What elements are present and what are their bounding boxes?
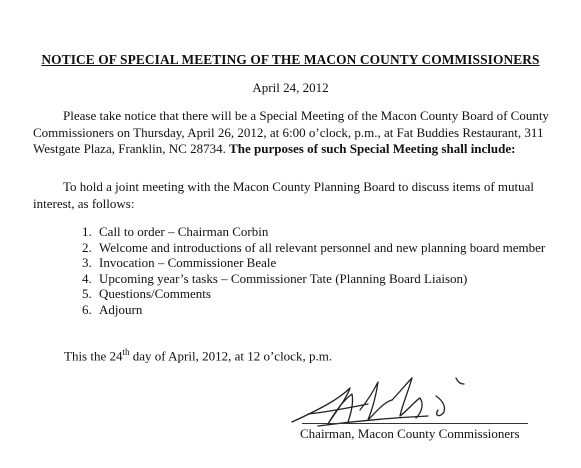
- agenda-item: [82, 271, 552, 287]
- closing-pre: This the 24: [64, 348, 123, 364]
- agenda-item-text: Invocation – Commissioner Beale: [99, 255, 277, 270]
- agenda-list: [82, 224, 552, 317]
- agenda-item-number: 6.: [82, 301, 92, 317]
- agenda-item-text: Adjourn: [99, 301, 143, 317]
- agenda-item: [82, 286, 552, 302]
- intro-text: Please take notice that there will be a Special Meeting of the Macon County Board of County Commissioners on Thursday, April 26, 2012, at 6:00 o’clock, p.m., at Fat Buddies Restaurant, 311 Westgate Plaza, Franklin, NC 28734.: [33, 108, 549, 156]
- notice-date: April 24, 2012: [252, 80, 329, 95]
- agenda-item: [82, 302, 552, 318]
- signature-title: Chairman, Macon County Commissioners: [300, 426, 520, 441]
- notice-title: NOTICE OF SPECIAL MEETING OF THE MACON COUNTY COMMISSIONERS: [41, 52, 540, 67]
- handwritten-signature: [288, 370, 478, 430]
- agenda-item-text: Welcome and introductions of all relevant personnel and new planning board member: [99, 239, 546, 255]
- closing-statement: [64, 347, 332, 364]
- agenda-item: [82, 255, 552, 271]
- closing-post: day of April, 2012, at 12 o’clock, p.m.: [129, 348, 333, 364]
- agenda-item: [82, 224, 552, 240]
- intro-paragraph: [33, 108, 549, 158]
- agenda-item-text: Upcoming year’s tasks – Commissioner Tate (Planning Board Liaison): [99, 270, 468, 286]
- agenda-item-number: 3.: [82, 255, 92, 270]
- agenda-item-number: 5.: [82, 286, 92, 301]
- agenda-item-text: Call to order – Chairman Corbin: [99, 224, 269, 239]
- agenda-item: [82, 240, 552, 256]
- signature-line: [302, 423, 528, 424]
- closing-ordinal: th: [122, 347, 130, 357]
- intro-bold-text: The purposes of such Special Meeting shall include:: [229, 141, 516, 156]
- agenda-item-number: 1.: [82, 224, 92, 239]
- agenda-item-text: Questions/Comments: [99, 286, 211, 301]
- agenda-item-number: 2.: [82, 239, 92, 255]
- agenda-item-number: 4.: [82, 270, 92, 286]
- purpose-paragraph: To hold a joint meeting with the Macon County Planning Board to discuss items of mutual interest, as follows:: [33, 179, 535, 211]
